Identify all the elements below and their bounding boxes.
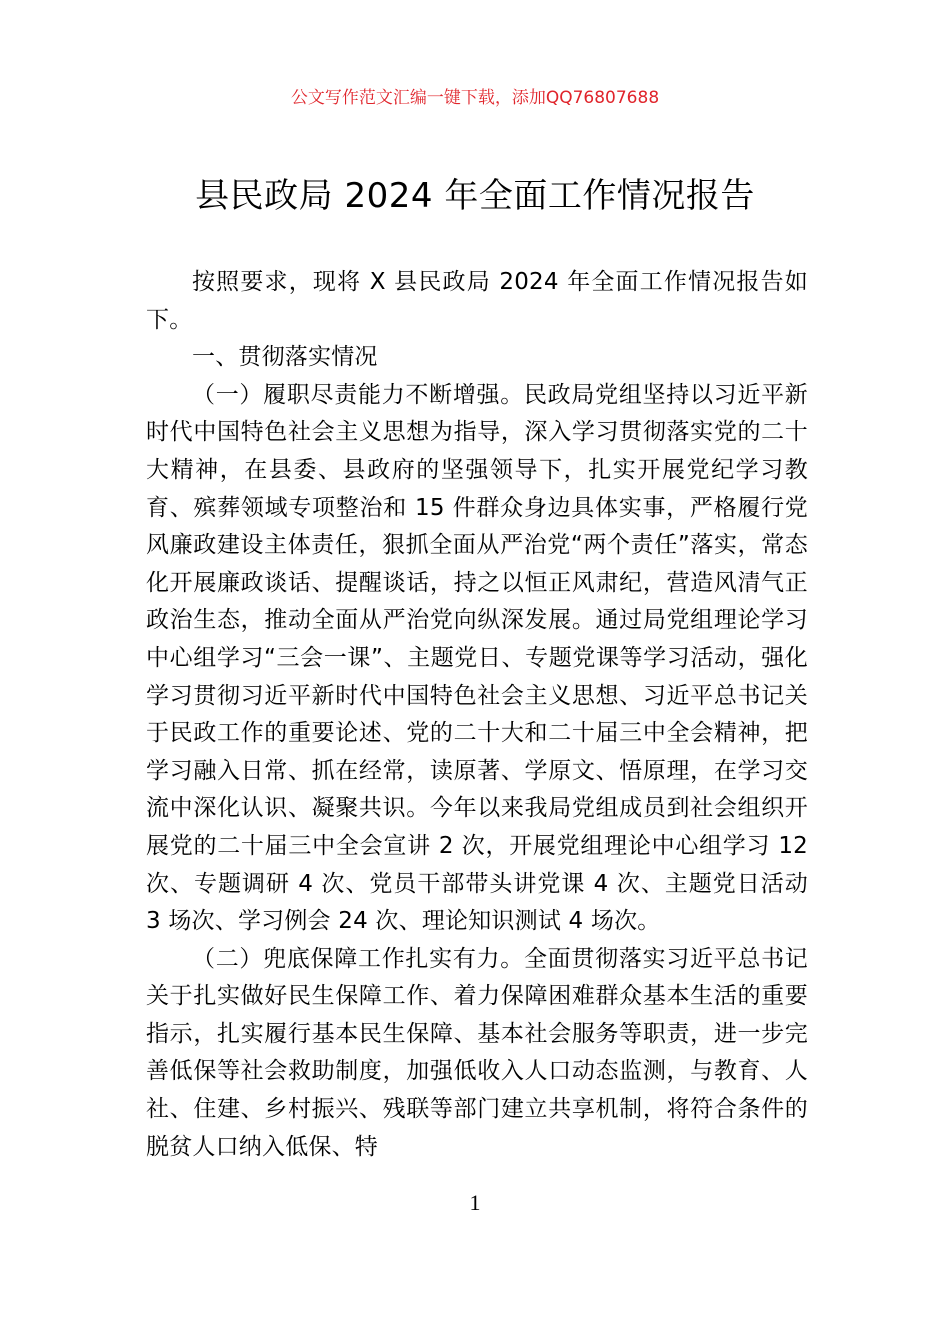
document-title: 县民政局 2024 年全面工作情况报告 (195, 176, 755, 216)
page-number: 1 (469, 1190, 481, 1215)
download-notice: 公文写作范文汇编一键下载，添加QQ76807688 (290, 88, 660, 108)
section-heading: 一、贯彻落实情况 (192, 344, 378, 371)
intro-paragraph: 按照要求，现将 X 县民政局 2024 年全面工作情况报告如下。 (146, 269, 808, 333)
document-body (146, 264, 808, 1166)
body-paragraph: （一）履职尽责能力不断增强。民政局党组坚持以习近平新时代中国特色社会主义思想为指导，深入学习贯彻落实党的二十大精神，在县委、县政府的坚强领导下，扎实开展党纪学习教育、殡葬领域专项整治和 15 件群众身边具体实事，严格履行党风廉政建设主体责任，狠抓全面从严治党“两个责任”落实，常态化开展廉政谈话、提醒谈话，持之以恒正风肃纪，营造风清气正政治生态，推动全面从严治党向纵深发展。通过局党组理论学习中心组学习“三会一课”、主题党日、专题党课等学习活动，强化学习贯彻习近平新时代中国特色社会主义思想、习近平总书记关于民政工作的重要论述、党的二十大和二十届三中全会精神，把学习融入日常、抓在经常，读原著、学原文、悟原理，在学习交流中深化认识、凝聚共识。今年以来我局党组成员到社会组织开展党的二十届三中全会宣讲 2 次，开展党组理论中心组学习 12 次、专题调研 4 次、党员干部带头讲党课 4 次、主题党日活动 3 场次、学习例会 24 次、理论知识测试 4 场次。 (146, 381, 808, 935)
body-paragraph: （二）兜底保障工作扎实有力。全面贯彻落实习近平总书记关于扎实做好民生保障工作、着力保障困难群众基本生活的重要指示，扎实履行基本民生保障、基本社会服务等职责，进一步完善低保等社会救助制度，加强低收入人口动态监测，与教育、人社、住建、乡村振兴、残联等部门建立共享机制，将符合条件的脱贫人口纳入低保、特 (146, 945, 808, 1160)
